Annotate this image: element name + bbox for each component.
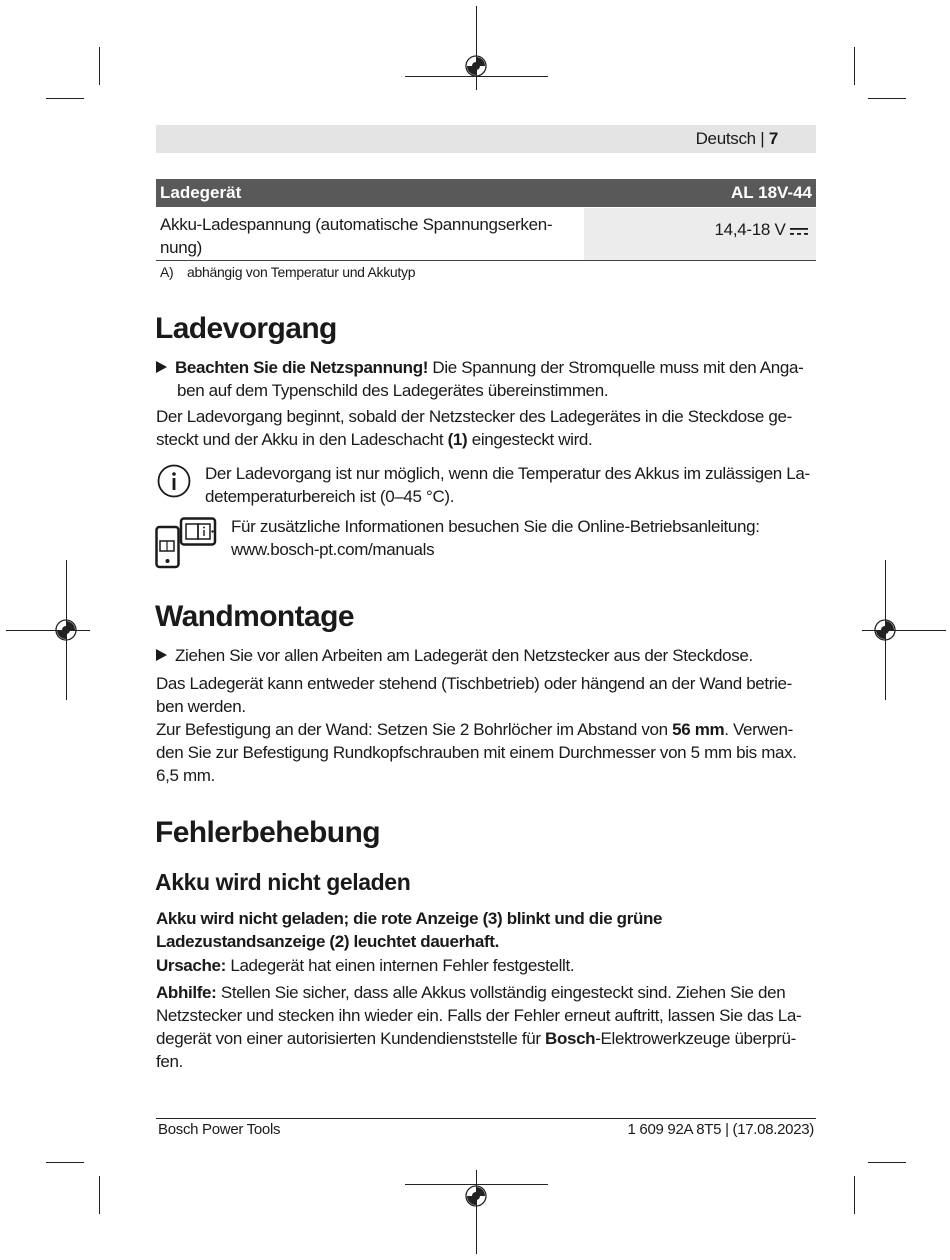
info-icon: [157, 464, 191, 498]
registration-mark-icon: [873, 618, 897, 642]
crop-mark: [854, 1176, 855, 1214]
header-language: Deutsch: [695, 129, 756, 148]
spec-row-value: [715, 220, 808, 240]
section-title-wandmontage: Wandmontage: [155, 600, 354, 633]
bullet-triangle-icon: [156, 361, 167, 373]
page-number: 7: [768, 129, 778, 148]
wall-paragraph-2: [156, 718, 816, 787]
symptom: [156, 907, 816, 953]
brand-bosch: Bosch: [545, 1029, 596, 1048]
cause-label: Ursache:: [156, 956, 226, 975]
charging-line1: Der Ladevorgang beginnt, sobald der Netzstecker des Ladegerätes in die Steckdose ge-: [156, 407, 792, 426]
crop-mark: [854, 47, 855, 85]
cause: [156, 954, 816, 977]
warning-text: Die Spannung der Stromquelle muss mit den Anga-: [428, 358, 804, 377]
remedy-label: Abhilfe:: [156, 983, 217, 1002]
footnote-marker: A): [160, 264, 174, 280]
registration-mark-icon: [464, 1184, 488, 1208]
manual-url-link[interactable]: www.bosch-pt.com/manuals: [231, 540, 435, 559]
footer-doc-number: 1 609 92A 8T5 | (17.08.2023): [627, 1121, 814, 1138]
page-header: [156, 125, 816, 153]
remedy-line2: Netzstecker und stecken ihn wieder ein. Falls der Fehler erneut auftritt, lassen Sie das La-: [156, 1006, 802, 1025]
remedy-line3a: degerät von einer autorisierten Kundendienststelle für: [156, 1029, 546, 1048]
wall-paragraph-1: [156, 672, 816, 718]
spec-table-header: [156, 179, 816, 207]
warning-text-line2: ben auf dem Typenschild des Ladegerätes übereinstimmen.: [177, 381, 609, 400]
wall-bullet-text: Ziehen Sie vor allen Arbeiten am Ladegerät den Netzstecker aus der Steckdose.: [175, 646, 753, 665]
info-note-line2: detemperaturbereich ist (0–45 °C).: [205, 487, 455, 506]
hole-distance: 56 mm: [672, 720, 725, 739]
spec-row-label-line2: nung): [160, 238, 202, 257]
charging-line2a: steckt und der Akku in den Ladeschacht: [156, 430, 448, 449]
crop-mark: [99, 47, 100, 85]
online-manual-icon: [155, 517, 217, 569]
crop-mark: [46, 98, 84, 99]
spec-row-label: [160, 213, 580, 259]
wall-p2-line3: 6,5 mm.: [156, 766, 215, 785]
section-title-ladevorgang: Ladevorgang: [155, 312, 337, 345]
remedy-line1: Stellen Sie sicher, dass alle Akkus vollständig eingesteckt sind. Ziehen Sie den: [216, 983, 786, 1002]
spec-table-row: [156, 208, 816, 261]
manual-note: [231, 515, 816, 561]
charging-line2c: eingesteckt wird.: [467, 430, 593, 449]
remedy-line3c: -Elektrowerkzeuge überprü-: [595, 1029, 796, 1048]
registration-mark-icon: [54, 618, 78, 642]
subsection-title: Akku wird nicht geladen: [155, 869, 411, 895]
section-title-fehlerbehebung: Fehlerbehebung: [155, 816, 380, 849]
footer-rule: [156, 1118, 816, 1119]
header-separator: |: [760, 129, 765, 148]
registration-mark-icon: [464, 54, 488, 78]
cause-text: Ladegerät hat einen internen Fehler festgestellt.: [225, 956, 575, 975]
wall-p2-line2: den Sie zur Befestigung Rundkopfschrauben mit einem Durchmesser von 5 mm bis max.: [156, 743, 797, 762]
warning-bullet: [156, 356, 816, 402]
bullet-triangle-icon: [156, 649, 167, 661]
crop-mark: [868, 98, 906, 99]
charging-paragraph: [156, 405, 816, 451]
remedy-line4: fen.: [156, 1052, 183, 1071]
symptom-line2: Ladezustandsanzeige (2) leuchtet dauerhaft.: [156, 932, 499, 951]
spec-table-header-label: Ladegerät: [160, 183, 242, 202]
footnote-text: abhängig von Temperatur und Akkutyp: [187, 264, 416, 280]
wall-p2-line1a: Zur Befestigung an der Wand: Setzen Sie 2 Bohrlöcher im Abstand von: [156, 720, 673, 739]
wall-p2-line1c: . Verwen-: [724, 720, 793, 739]
wall-p1-line2: ben werden.: [156, 697, 246, 716]
header-language-page: [696, 129, 778, 149]
wall-p1-line1: Das Ladegerät kann entweder stehend (Tischbetrieb) oder hängend an der Wand betrie-: [156, 674, 792, 693]
symptom-line1: Akku wird nicht geladen; die rote Anzeige (3) blinkt und die grüne: [156, 909, 663, 928]
spec-row-value-text: 14,4-18 V: [714, 220, 786, 239]
dc-voltage-icon: [790, 226, 808, 236]
footer-company: Bosch Power Tools: [158, 1121, 281, 1138]
remedy: [156, 981, 816, 1073]
crop-mark: [99, 1176, 100, 1214]
info-note-line1: Der Ladevorgang ist nur möglich, wenn die Temperatur des Akkus im zulässigen La-: [205, 464, 810, 483]
crop-mark: [476, 1170, 477, 1254]
crop-mark: [868, 1162, 906, 1163]
spec-row-label-line1: Akku-Ladespannung (automatische Spannungserken-: [160, 215, 553, 234]
wall-bullet: [156, 644, 816, 667]
table-footnote: [160, 264, 415, 280]
charging-slot-ref: (1): [447, 430, 468, 449]
crop-mark: [46, 1162, 84, 1163]
info-note: [205, 462, 820, 508]
spec-table-header-model: AL 18V-44: [731, 183, 812, 202]
warning-bold: Beachten Sie die Netzspannung!: [175, 358, 429, 377]
manual-note-line1: Für zusätzliche Informationen besuchen Sie die Online-Betriebsanleitung:: [231, 517, 760, 536]
